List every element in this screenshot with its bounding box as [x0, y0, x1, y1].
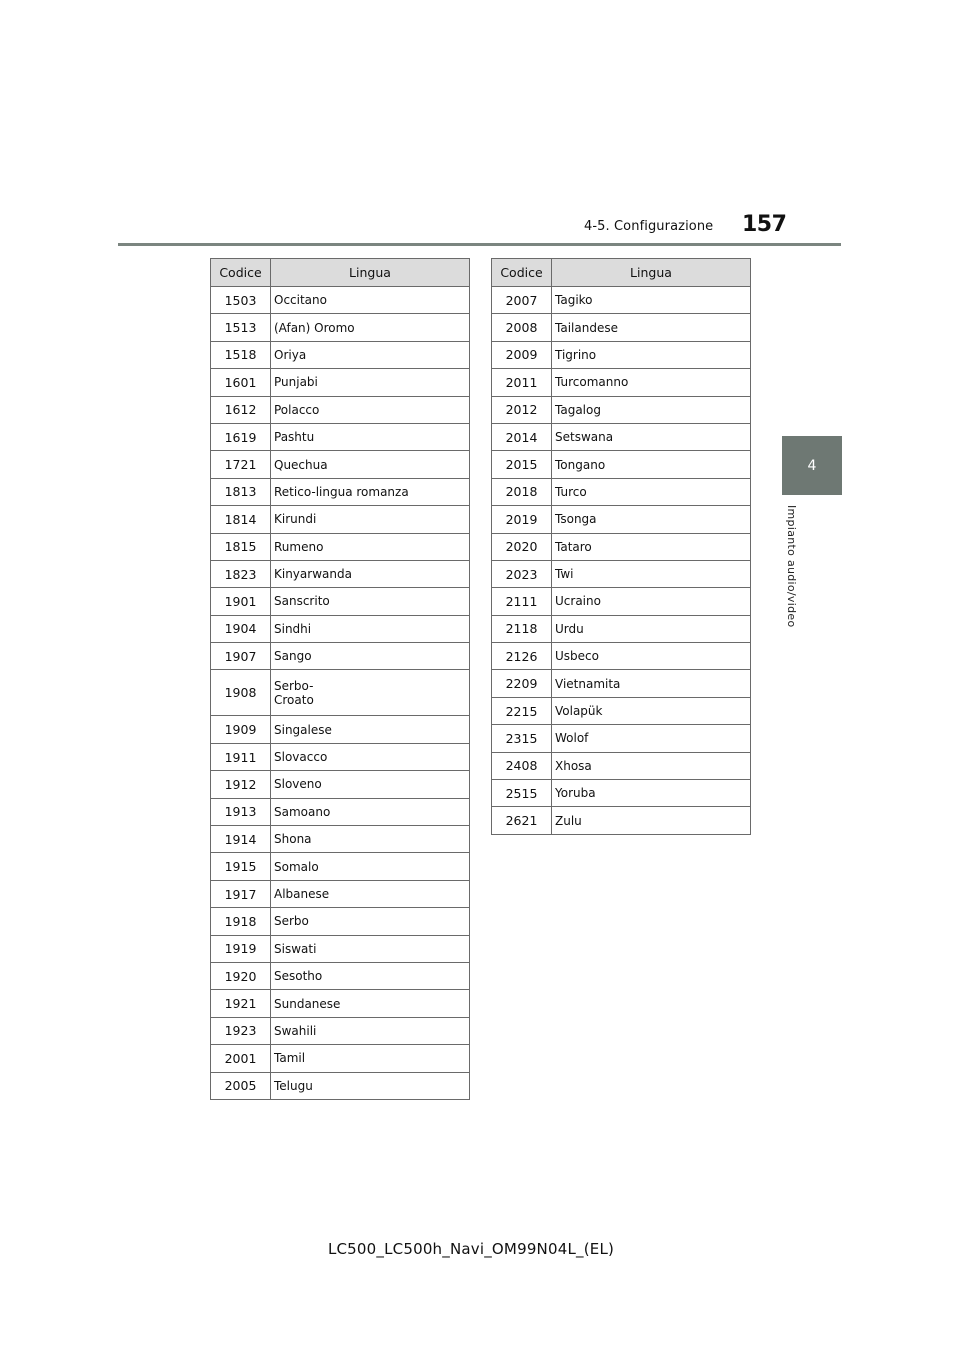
language-code-cell: 2118 — [492, 615, 552, 642]
language-code-cell: 2111 — [492, 588, 552, 615]
table-row — [492, 396, 751, 423]
language-code-cell: 2408 — [492, 752, 552, 779]
table-header-row — [492, 259, 751, 287]
language-code-cell: 2621 — [492, 807, 552, 834]
page-footer — [0, 1240, 960, 1258]
language-name-cell: Sundanese — [271, 990, 470, 1017]
chapter-tab — [782, 436, 842, 495]
column-header-language: Lingua — [552, 259, 751, 287]
column-header-code: Codice — [492, 259, 552, 287]
language-name-cell: Serbo — [271, 908, 470, 935]
language-name-cell: Setswana — [552, 423, 751, 450]
language-code-cell: 1909 — [211, 716, 271, 743]
language-name-cell: Serbo- Croato — [271, 670, 470, 716]
table-row — [492, 670, 751, 697]
language-name-cell: Volapük — [552, 697, 751, 724]
language-name-cell: Tigrino — [552, 341, 751, 368]
table-row — [211, 533, 470, 560]
language-name-cell: Telugu — [271, 1072, 470, 1099]
language-name-cell: Tongano — [552, 451, 751, 478]
language-name-cell: Urdu — [552, 615, 751, 642]
language-name-cell: Kirundi — [271, 506, 470, 533]
language-code-cell: 1908 — [211, 670, 271, 716]
language-code-table-right — [491, 258, 751, 835]
table-row — [492, 287, 751, 314]
language-code-cell: 2023 — [492, 560, 552, 587]
language-code-cell: 1601 — [211, 369, 271, 396]
language-name-cell: Slovacco — [271, 743, 470, 770]
table-row — [211, 908, 470, 935]
language-code-cell: 1619 — [211, 423, 271, 450]
table-row — [211, 1017, 470, 1044]
language-name-cell: Shona — [271, 826, 470, 853]
table-row — [492, 615, 751, 642]
language-code-cell: 1904 — [211, 615, 271, 642]
table-row — [211, 287, 470, 314]
language-code-cell: 2126 — [492, 643, 552, 670]
language-code-cell: 1921 — [211, 990, 271, 1017]
table-row — [211, 670, 470, 716]
language-name-cell: (Afan) Oromo — [271, 314, 470, 341]
language-name-cell: Ucraino — [552, 588, 751, 615]
table-row — [492, 807, 751, 834]
language-name-cell: Quechua — [271, 451, 470, 478]
table-row — [492, 697, 751, 724]
language-code-cell: 1518 — [211, 341, 271, 368]
table-row — [492, 560, 751, 587]
language-name-cell: Tagalog — [552, 396, 751, 423]
language-name-cell: Sango — [271, 643, 470, 670]
language-code-cell: 2007 — [492, 287, 552, 314]
language-name-cell: Xhosa — [552, 752, 751, 779]
table-row — [492, 341, 751, 368]
language-code-cell: 1919 — [211, 935, 271, 962]
section-title: 4-5. Configurazione — [584, 219, 714, 234]
table-row — [492, 451, 751, 478]
language-name-cell: Punjabi — [271, 369, 470, 396]
language-name-cell: Tamil — [271, 1045, 470, 1072]
language-name-cell: Sloveno — [271, 771, 470, 798]
table-row — [211, 451, 470, 478]
language-name-cell: Samoano — [271, 798, 470, 825]
language-code-cell: 1912 — [211, 771, 271, 798]
language-code-cell: 2015 — [492, 451, 552, 478]
table-row — [492, 478, 751, 505]
language-name-cell: Turcomanno — [552, 369, 751, 396]
language-code-cell: 2014 — [492, 423, 552, 450]
language-code-cell: 2209 — [492, 670, 552, 697]
language-name-cell: Tsonga — [552, 506, 751, 533]
language-code-cell: 1901 — [211, 588, 271, 615]
language-code-cell: 1917 — [211, 880, 271, 907]
language-name-cell: Rumeno — [271, 533, 470, 560]
language-code-cell: 2009 — [492, 341, 552, 368]
language-name-cell: Somalo — [271, 853, 470, 880]
table-row — [492, 369, 751, 396]
table-row — [492, 643, 751, 670]
language-name-cell: Wolof — [552, 725, 751, 752]
table-row — [492, 725, 751, 752]
language-code-cell: 2008 — [492, 314, 552, 341]
language-name-cell: Kinyarwanda — [271, 560, 470, 587]
language-code-cell: 2215 — [492, 697, 552, 724]
language-name-cell: Swahili — [271, 1017, 470, 1044]
language-name-cell: Sanscrito — [271, 588, 470, 615]
table-row — [211, 853, 470, 880]
language-code-cell: 1920 — [211, 962, 271, 989]
language-code-cell: 1913 — [211, 798, 271, 825]
column-header-code: Codice — [211, 259, 271, 287]
table-row — [211, 826, 470, 853]
table-row — [211, 990, 470, 1017]
table-row — [211, 396, 470, 423]
table-row — [211, 962, 470, 989]
table-row — [492, 314, 751, 341]
table-row — [211, 369, 470, 396]
language-name-cell: Tagiko — [552, 287, 751, 314]
table-row — [492, 752, 751, 779]
language-code-cell: 2019 — [492, 506, 552, 533]
table-row — [492, 588, 751, 615]
language-code-cell: 2001 — [211, 1045, 271, 1072]
chapter-number: 4 — [807, 458, 817, 474]
document-code: LC500_LC500h_Navi_OM99N04L_(EL) — [327, 1240, 615, 1258]
language-code-cell: 2315 — [492, 725, 552, 752]
table-row — [211, 798, 470, 825]
table-row — [211, 506, 470, 533]
language-code-cell: 1513 — [211, 314, 271, 341]
table-row — [211, 771, 470, 798]
table-row — [211, 1072, 470, 1099]
language-code-cell: 1503 — [211, 287, 271, 314]
language-name-cell: Turco — [552, 478, 751, 505]
language-name-cell: Siswati — [271, 935, 470, 962]
table-row — [211, 1045, 470, 1072]
language-name-cell: Retico-lingua romanza — [271, 478, 470, 505]
language-code-cell: 1915 — [211, 853, 271, 880]
language-name-cell: Vietnamita — [552, 670, 751, 697]
table-row — [211, 478, 470, 505]
language-code-cell: 1918 — [211, 908, 271, 935]
table-row — [211, 560, 470, 587]
table-row — [211, 643, 470, 670]
table-row — [492, 506, 751, 533]
chapter-label: Impianto audio/video — [785, 505, 798, 628]
language-code-table-left — [210, 258, 470, 1100]
table-row — [211, 716, 470, 743]
language-name-cell: Sesotho — [271, 962, 470, 989]
language-name-cell: Polacco — [271, 396, 470, 423]
language-name-cell: Singalese — [271, 716, 470, 743]
language-code-cell: 1815 — [211, 533, 271, 560]
table-row — [211, 615, 470, 642]
language-name-cell: Tataro — [552, 533, 751, 560]
language-name-cell: Yoruba — [552, 780, 751, 807]
language-code-cell: 2012 — [492, 396, 552, 423]
language-name-cell: Oriya — [271, 341, 470, 368]
language-code-cell: 1823 — [211, 560, 271, 587]
language-name-cell: Pashtu — [271, 423, 470, 450]
table-row — [211, 588, 470, 615]
language-code-cell: 1721 — [211, 451, 271, 478]
page-number: 157 — [742, 212, 787, 237]
column-header-language: Lingua — [271, 259, 470, 287]
language-code-cell: 2020 — [492, 533, 552, 560]
table-row — [211, 743, 470, 770]
language-name-cell: Tailandese — [552, 314, 751, 341]
table-row — [211, 314, 470, 341]
language-name-cell: Albanese — [271, 880, 470, 907]
table-body — [211, 287, 470, 1100]
language-code-cell: 1911 — [211, 743, 271, 770]
language-name-cell: Twi — [552, 560, 751, 587]
table-row — [211, 423, 470, 450]
table-row — [492, 780, 751, 807]
language-code-cell: 1907 — [211, 643, 271, 670]
table-row — [211, 880, 470, 907]
table-row — [492, 423, 751, 450]
table-header-row — [211, 259, 470, 287]
table-body — [492, 287, 751, 835]
language-code-cell: 2011 — [492, 369, 552, 396]
table-row — [211, 935, 470, 962]
language-name-cell: Zulu — [552, 807, 751, 834]
language-code-cell: 1813 — [211, 478, 271, 505]
language-name-cell: Occitano — [271, 287, 470, 314]
table-row — [492, 533, 751, 560]
table-row — [211, 341, 470, 368]
header-divider — [118, 243, 841, 246]
language-code-cell: 2018 — [492, 478, 552, 505]
page-header — [0, 0, 960, 250]
language-code-cell: 1914 — [211, 826, 271, 853]
language-code-cell: 2515 — [492, 780, 552, 807]
language-name-cell: Sindhi — [271, 615, 470, 642]
language-code-cell: 1612 — [211, 396, 271, 423]
language-code-cell: 1923 — [211, 1017, 271, 1044]
language-name-cell: Usbeco — [552, 643, 751, 670]
language-code-cell: 1814 — [211, 506, 271, 533]
language-code-cell: 2005 — [211, 1072, 271, 1099]
